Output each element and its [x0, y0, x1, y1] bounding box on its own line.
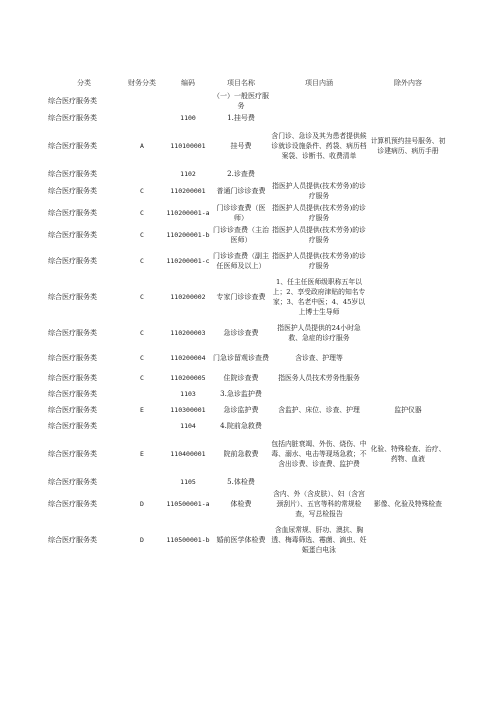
- cell-code: 110100001: [170, 142, 206, 150]
- cell-item-content: [270, 90, 368, 112]
- cell-finance-category: C: [140, 231, 144, 239]
- cell-item-content: 含监护、床位、诊查、护理: [278, 406, 360, 414]
- fee-rows: [48, 90, 448, 560]
- cell-item-content: 指医护人员提供(技术劳务)的诊疗服务: [272, 204, 366, 222]
- cell-category: 综合医疗服务类: [48, 478, 97, 486]
- cell-item-content: 指医护人员提供的24小时急救、急症的诊疗服务: [277, 324, 361, 342]
- cell-exclusions: [368, 202, 448, 224]
- cell-finance-category: [120, 90, 164, 112]
- cell-finance-category: E: [140, 450, 144, 458]
- cell-category: 综合医疗服务类: [48, 354, 97, 362]
- cell-category: 综合医疗服务类: [48, 536, 97, 544]
- cell-category: 综合医疗服务类: [48, 500, 97, 508]
- cell-code: [164, 90, 212, 112]
- cell-exclusions: [368, 90, 448, 112]
- table-row: [48, 420, 448, 432]
- cell-finance-category: [120, 476, 164, 488]
- cell-code: 110200004: [170, 354, 206, 362]
- cell-category: 综合医疗服务类: [48, 390, 97, 398]
- cell-code: 110500001-b: [166, 536, 210, 544]
- cell-item-content: [270, 388, 368, 400]
- cell-item-content: 含血尿常规、肝功、澳抗、胸透、梅毒筛选、霉菌、滴虫、妊娠蛋白电泳: [271, 526, 367, 554]
- cell-code: 1100: [180, 114, 196, 122]
- cell-code: 110200005: [170, 374, 206, 382]
- cell-code: 110200002: [170, 293, 206, 301]
- cell-finance-category: D: [140, 536, 144, 544]
- cell-code: 110200001-c: [166, 257, 210, 265]
- cell-item-name: 4.院前急救费: [220, 422, 262, 430]
- table-row: [48, 124, 448, 168]
- cell-code: 110200001: [170, 187, 206, 195]
- cell-exclusions: [368, 246, 448, 276]
- cell-category: 综合医疗服务类: [48, 257, 97, 265]
- table-row: [48, 246, 448, 276]
- cell-item-content: 指医护人员提供(技术劳务)的诊疗服务: [272, 182, 366, 200]
- cell-item-name: 体检费: [230, 500, 252, 508]
- cell-finance-category: C: [140, 329, 144, 337]
- header-code: 编码: [181, 79, 195, 87]
- cell-code: 110500001-a: [166, 500, 210, 508]
- cell-category: 综合医疗服务类: [48, 329, 97, 337]
- cell-category: 综合医疗服务类: [48, 142, 97, 150]
- cell-item-content: 指医护人员提供(技术劳务)的诊疗服务: [272, 252, 366, 270]
- cell-category: 综合医疗服务类: [48, 406, 97, 414]
- cell-item-name: 1.挂号费: [227, 114, 255, 122]
- cell-finance-category: C: [140, 209, 144, 217]
- cell-item-name: 挂号费: [230, 142, 252, 150]
- cell-exclusions: [368, 388, 448, 400]
- header-exclusions: 除外内容: [394, 79, 422, 87]
- cell-code: 110200003: [170, 329, 206, 337]
- cell-category: 综合医疗服务类: [48, 374, 97, 382]
- cell-item-content: [270, 112, 368, 124]
- cell-exclusions: [368, 180, 448, 202]
- table-row: [48, 476, 448, 488]
- cell-finance-category: C: [140, 187, 144, 195]
- cell-category: 综合医疗服务类: [48, 422, 97, 430]
- cell-item-name: 2.诊查费: [227, 170, 255, 178]
- cell-exclusions: [368, 348, 448, 368]
- cell-category: 综合医疗服务类: [48, 97, 97, 105]
- cell-exclusions: 化验、特殊检查、治疗、药物、血液: [370, 445, 446, 463]
- cell-item-name: 院前急救费: [223, 450, 259, 458]
- fee-table-sheet: [48, 76, 448, 560]
- cell-item-content: 包括内脏衰竭、外伤、烧伤、中毒、溺水、电击等现场急救；不含出诊费、诊查费、监护费: [271, 440, 367, 468]
- cell-item-name: 专家门诊诊查费: [216, 293, 266, 301]
- cell-item-name: （一）一般医疗服务: [213, 92, 269, 110]
- cell-finance-category: [120, 112, 164, 124]
- cell-finance-category: E: [140, 406, 144, 414]
- cell-finance-category: D: [140, 500, 144, 508]
- cell-item-name: 婚前医学体检费: [216, 536, 266, 544]
- header-category: 分类: [77, 79, 91, 87]
- cell-item-name: 急诊诊查费: [223, 329, 259, 337]
- cell-finance-category: [120, 388, 164, 400]
- cell-code: 110400001: [170, 450, 206, 458]
- cell-exclusions: [368, 318, 448, 348]
- cell-item-content: 含内、外（含皮肤）、妇（含宫颈刮片）、五官等科的常规检查，写总检报告: [273, 490, 365, 518]
- cell-code: 1102: [180, 170, 196, 178]
- header-item-name: 项目名称: [227, 79, 255, 87]
- cell-code: 110200001-b: [166, 231, 210, 239]
- table-row: [48, 224, 448, 246]
- cell-item-content: 指医护人员提供(技术劳务)的诊疗服务: [272, 226, 366, 244]
- cell-exclusions: 计算机预约挂号服务、初诊建病历、病历手册: [370, 137, 446, 155]
- cell-item-content: 1、任主任医师级职称五年以上；2、享受政府津贴的知名专家；3、名老中医；4、45岁以上博士生导师: [272, 278, 366, 316]
- table-row: [48, 432, 448, 476]
- cell-category: 综合医疗服务类: [48, 170, 97, 178]
- cell-code: 110300001: [170, 406, 206, 414]
- table-row: [48, 180, 448, 202]
- cell-item-name: 5.体检费: [227, 478, 255, 486]
- cell-code: 1105: [180, 478, 196, 486]
- cell-finance-category: C: [140, 374, 144, 382]
- cell-category: 综合医疗服务类: [48, 450, 97, 458]
- cell-finance-category: [120, 168, 164, 180]
- cell-code: 1103: [180, 390, 196, 398]
- table-row: [48, 520, 448, 560]
- fee-table: [48, 76, 448, 560]
- cell-code: 1104: [180, 422, 196, 430]
- cell-finance-category: C: [140, 354, 144, 362]
- table-row: [48, 388, 448, 400]
- table-row: [48, 368, 448, 388]
- cell-exclusions: [368, 168, 448, 180]
- cell-item-name: 住院诊查费: [223, 374, 259, 382]
- cell-exclusions: [368, 276, 448, 318]
- cell-item-content: 含诊查、护理等: [295, 354, 343, 362]
- table-row: [48, 400, 448, 420]
- cell-item-content: 含门诊、急诊及其为患者提供候诊就诊设施条件、药袋、病历档案袋、诊断书、收费清单: [271, 132, 367, 160]
- table-row: [48, 112, 448, 124]
- cell-category: 综合医疗服务类: [48, 209, 97, 217]
- table-row: [48, 168, 448, 180]
- cell-exclusions: [368, 224, 448, 246]
- cell-item-content: [270, 420, 368, 432]
- cell-exclusions: 监护仪器: [394, 406, 422, 414]
- table-row: [48, 318, 448, 348]
- cell-item-name: 门急诊留观诊查费: [213, 354, 269, 362]
- cell-code: 110200001-a: [166, 209, 210, 217]
- table-row: [48, 348, 448, 368]
- header-finance-category: 财务分类: [128, 79, 156, 87]
- cell-item-content: 指医务人员技术劳务性服务: [278, 374, 360, 382]
- cell-category: 综合医疗服务类: [48, 187, 97, 195]
- cell-category: 综合医疗服务类: [48, 114, 97, 122]
- cell-exclusions: [368, 420, 448, 432]
- cell-exclusions: [368, 112, 448, 124]
- cell-item-name: 3.急诊监护费: [220, 390, 262, 398]
- cell-exclusions: [368, 368, 448, 388]
- cell-finance-category: C: [140, 293, 144, 301]
- cell-item-name: 门诊诊查费（主治医师）: [213, 226, 269, 244]
- cell-finance-category: A: [140, 142, 144, 150]
- cell-item-name: 急诊监护费: [223, 406, 259, 414]
- cell-finance-category: C: [140, 257, 144, 265]
- cell-item-content: [270, 168, 368, 180]
- table-row: [48, 276, 448, 318]
- cell-category: 综合医疗服务类: [48, 231, 97, 239]
- cell-item-content: [270, 476, 368, 488]
- cell-exclusions: 影像、化验及特殊检查: [374, 500, 442, 508]
- table-row: [48, 90, 448, 112]
- cell-exclusions: [368, 520, 448, 560]
- cell-category: 综合医疗服务类: [48, 293, 97, 301]
- table-row: [48, 488, 448, 520]
- cell-item-name: 门诊诊查费（副主任医师及以上）: [213, 252, 269, 270]
- header-row: [48, 76, 448, 90]
- cell-finance-category: [120, 420, 164, 432]
- cell-item-name: 门诊诊查费（医师）: [216, 204, 266, 222]
- header-item-content: 项目内涵: [305, 79, 333, 87]
- table-row: [48, 202, 448, 224]
- cell-exclusions: [368, 476, 448, 488]
- cell-item-name: 普通门诊诊查费: [216, 187, 266, 195]
